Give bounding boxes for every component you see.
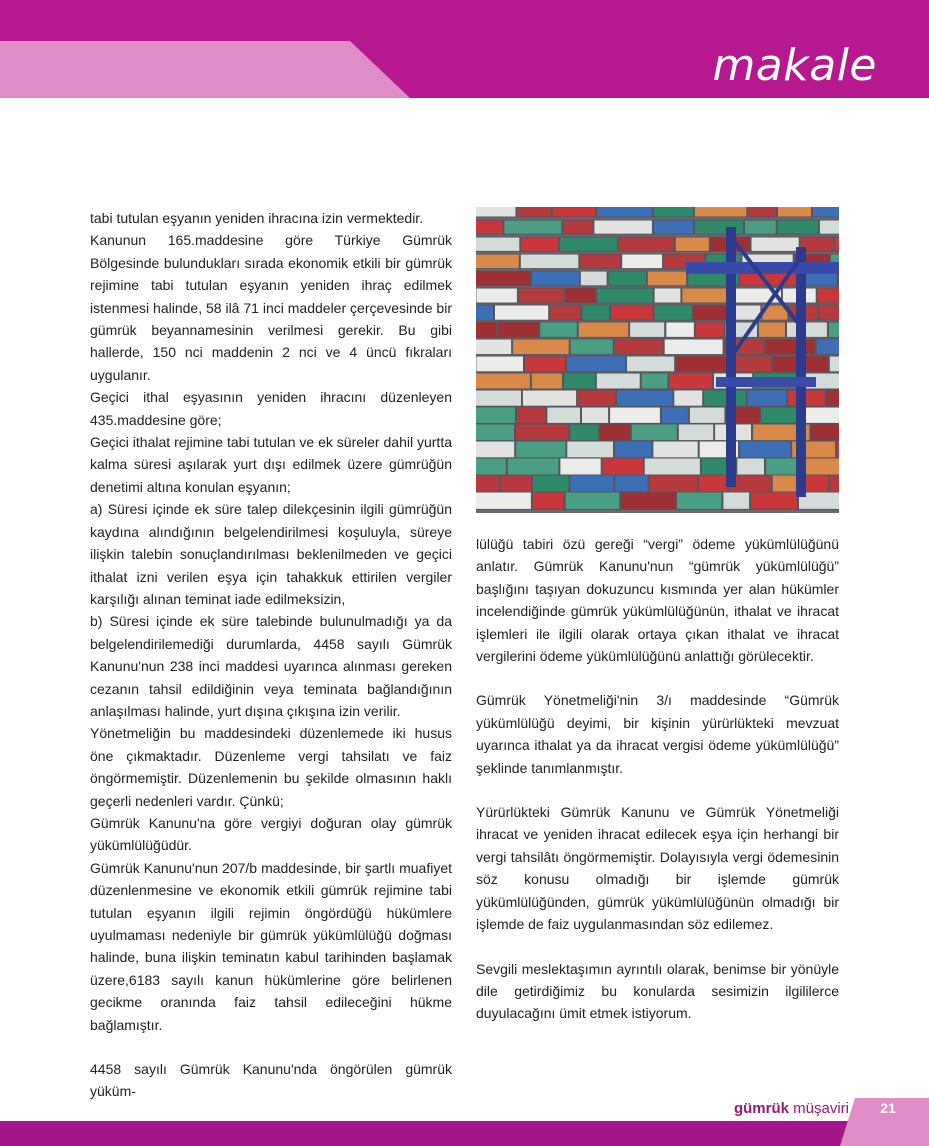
paragraph: Yönetmeliğin bu maddesindeki düzenlemede iki husus öne çıkmaktadır. Düzenleme vergi tahsilatı ve faiz öngörmemiştir. Düzenlemenin bu şekilde olmasının haklı geçerli nedenleri vardır. Çünkü;	[90, 725, 452, 809]
right-text-column	[476, 533, 839, 1025]
paragraph: Gümrük Kanunu'nun 207/b maddesinde, bir şartlı muafiyet düzenlenmesine ve ekonomik etkili gümrük rejimine tabi tutulan eşyanın ilgili rejimin öngördüğü hükümlere uyulmaması nedeniyle bir gümrük yükümlülüğü doğması halinde, buna ilişkin teminatın kabul tarihinden başlamak üzere,6183 sayılı kanun hükümlerine göre belirlenen gecikme oranında faiz tahsil edileceğini hükme bağlamıştır.	[90, 859, 452, 1033]
paragraph: Geçici ithal eşyasının yeniden ihracını düzenleyen 435.maddesine göre;	[90, 389, 452, 428]
page-number: 21	[880, 1100, 896, 1116]
paragraph: b) Süresi içinde ek süre talebinde bulunulmadığı ya da belgelendirilemediği durumlarda, 4458 sayılı Gümrük Kanunu'nun 238 inci maddesi uyarınca alınması gereken cezanın tahsil edildiğinin veya teminata bağlandığının anlaşılması halinde, yurt dışına çıkışına izin verilir.	[90, 613, 452, 719]
publication-brand	[734, 1100, 849, 1117]
paragraph: Kanunun 165.maddesine göre Türkiye Gümrük Bölgesinde bulundukları sırada ekonomik etkili bir gümrük rejimine tabi tutulan eşyanın yeniden ihraç edilmek istenmesi halinde, 58 ilâ 71 inci maddeler çerçevesinde bir gümrük beyannamesinin verilmesi gerekir. Bu gibi hallerde, 150 nci maddenin 2 nci ve 4 üncü fıkraları uygulanır.	[90, 232, 452, 383]
paragraph: tabi tutulan eşyanın yeniden ihracına izin vermektedir.	[90, 210, 424, 226]
paragraph: Gümrük Kanunu'na göre vergiyi doğuran olay gümrük yükümlülüğüdür.	[90, 814, 452, 854]
brand-light: müşaviri	[793, 1100, 849, 1117]
left-text-column	[90, 207, 452, 1103]
paragraph: Sevgili meslektaşımın ayrıntılı olarak, benimse bir yönüyle dile getirdiğimiz bu konularda sesimizin ilgililerce duyulacağını ümit etmek istiyorum.	[476, 960, 839, 1022]
paragraph: Geçici ithalat rejimine tabi tutulan ve ek süreler dahil yurtta kalma süresi aşılarak yurt dışı edilmek üzere gümrüğün denetimi altına konulan eşyanın;	[90, 434, 452, 495]
container-terminal-photo	[476, 207, 839, 513]
paragraph: 4458 sayılı Gümrük Kanunu'nda öngörülen gümrük yüküm-	[90, 1061, 452, 1100]
paragraph: a) Süresi içinde ek süre talep dilekçesinin ilgili gümrüğün kaydına alındığının belgelendirilmesi koşuluyla, süreye ilişkin talebin sonuçlandırılması beklenilmeden ve geçici ithalat izni verilen eşya için tahakkuk ettirilen vergiler karşılığı alınan teminat iade edilmeksizin,	[90, 501, 452, 607]
paragraph: Yürürlükteki Gümrük Kanunu ve Gümrük Yönetmeliği ihracat ve yeniden ihracat edilecek eşya için herhangi bir vergi tahsilâtı öngörmemiştir. Dolayısıyla vergi ödemesinin söz konusu olmadığı bir işlemde gümrük yükümlülüğünden, gümrük yükümlülüğünün olmadığı bir işlemde de faiz uygulanmasından söz edilemez.	[476, 804, 839, 933]
paragraph: Gümrük Yönetmeliği'nin 3/ı maddesinde “Gümrük yükümlülüğü deyimi, bir kişinin yürürlükteki mevzuat uyarınca ithalat ya da ihracat vergisi ödeme yükümlülüğü” şeklinde tanımlanmıştır.	[476, 692, 839, 776]
brand-bold: gümrük	[733, 1100, 789, 1117]
section-title: makale	[712, 40, 877, 91]
paragraph: lülüğü tabiri özü gereği “vergi” ödeme yükümlülüğünü anlatır. Gümrük Kanunu'nun “gümrük yükümlülüğü” başlığını taşıyan dokuzuncu kısmında yer alan hükümler incelendiğinde gümrük yükümlülüğünün, ithalat ve ihracat işlemleri ile ilgili olarak ortaya çıkan ithalat ve ihracat vergilerini ödeme yükümlülüğünü anlattığı görülecektir.	[476, 536, 839, 665]
